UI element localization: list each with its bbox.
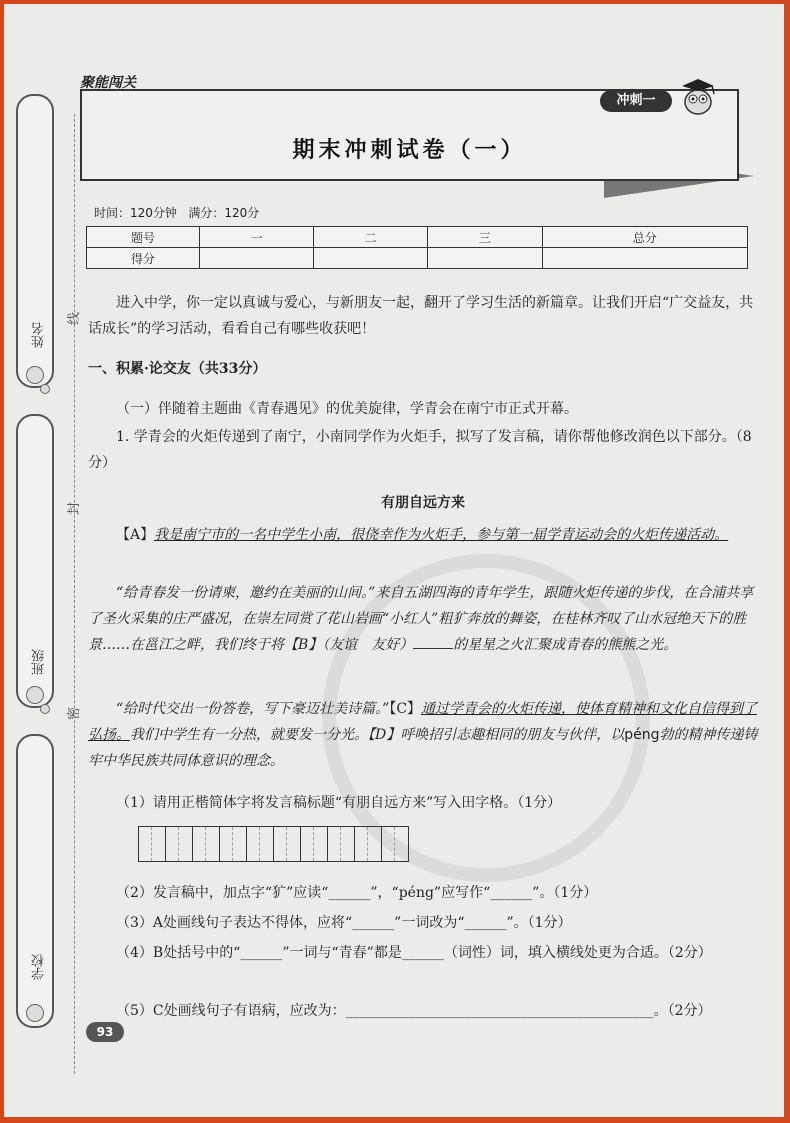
grid-cell[interactable] [138,826,166,862]
score-input-cell[interactable] [542,248,747,269]
binding-dot [40,704,50,714]
side-line-char: 线 [67,311,83,326]
side-box-school [16,734,54,1028]
sub-question-1: （1）请用正楷简体字将发言稿标题“有朋自远方来”写入田字格。（1分） [116,795,562,811]
exam-time: 时间：120分钟 [94,206,177,220]
side-secret-char: 密 [67,706,83,721]
marker-a: 【A】 [116,527,155,543]
table-row [87,248,748,269]
grid-cell[interactable] [300,826,328,862]
pinyin-peng: péng [624,727,660,743]
binding-dot [26,686,44,704]
score-input-cell[interactable] [428,248,542,269]
sub-question-3[interactable]: （3）A处画线句子表达不得体，应将“______”一词改为“______”。（1分） [116,915,572,931]
grid-cell[interactable] [381,826,409,862]
speech-paragraph-a [88,522,758,548]
intro-paragraph: 进入中学，你一定以真诚与爱心，与新朋友一起，翻开了学习生活的新篇章。让我们开启“广交益友，共话成长”的学习活动，看看自己有哪些收获吧！ [88,295,754,337]
blank-b[interactable] [413,648,453,649]
grid-cell[interactable] [192,826,220,862]
subsection-heading: （一）伴随着主题曲《青春遇见》的优美旋律，学青会在南宁市正式开幕。 [116,401,578,417]
speech-text: 勃的精神传递铸牢中华民族共同体意识的理念。 [88,727,758,769]
speech-paragraph-3 [88,696,758,774]
binding-line [74,114,75,1074]
table-cell: 得分 [87,248,200,269]
speech-text: 我们中学生有一分热，就要发一分光。【D】呼唤招引志趣相同的朋友与伙伴，以 [130,727,625,743]
exam-page [4,4,784,1117]
speech-text: 的星星之火汇聚成青春的熊熊之光。 [453,637,678,653]
sprint-tag: 冲刺一 [600,90,672,112]
score-table [86,226,748,269]
grid-cell[interactable] [354,826,382,862]
sub-question-5[interactable]: （5）C处画线句子有语病，应改为：____________________________________________。（2分） [116,1003,712,1019]
table-cell: 题号 [87,227,200,248]
page-number: 93 [86,1022,124,1042]
binding-dot [40,384,50,394]
score-input-cell[interactable] [200,248,314,269]
section-heading: 一、积累·论交友（共33分） [88,361,267,377]
speech-text: “给时代交出一份答卷，写下豪迈壮美诗篇。” [116,701,390,717]
exam-meta [94,204,259,221]
table-row [87,227,748,248]
table-cell: 一 [200,227,314,248]
grid-cell[interactable] [273,826,301,862]
side-school-label: 学校 [32,954,47,980]
side-name-label: 姓名 [32,322,47,348]
score-input-cell[interactable] [314,248,428,269]
exam-title: 期末冲刺试卷（一） [292,137,527,163]
binding-dot [26,366,44,384]
tianzige-grid[interactable] [138,826,408,862]
grid-cell[interactable] [327,826,355,862]
side-class-label: 班级 [32,649,47,675]
owl-mascot-icon [676,76,720,116]
binding-dot [26,1004,44,1022]
exam-full-score: 满分：120分 [188,206,260,220]
table-cell: 二 [314,227,428,248]
marker-c: 【C】 [389,701,422,717]
side-seal-char: 封 [67,501,83,516]
speech-title: 有朋自远方来 [381,495,465,511]
sub-question-2[interactable]: （2）发言稿中，加点字“犷”应读“______”，“péng”应写作“______”。（1分） [116,885,598,901]
table-cell: 总分 [542,227,747,248]
grid-cell[interactable] [219,826,247,862]
table-cell: 三 [428,227,542,248]
speech-text: “给青春发一份请柬，邀约在美丽的山间。”来自五湖四海的青年学生，跟随火炬传递的步伐，在合浦共享了圣火采集的庄严盛况，在崇左同赏了花山岩画“小红人”粗犷奔放的舞姿，在桂林齐叹了山水冠绝天下的胜景……在邕江之畔，我们终于将【B】（友谊 友好） [88,585,754,653]
speech-paragraph-2 [88,580,758,658]
sub-question-4[interactable]: （4）B处括号中的“______”一词与“青春”都是______（词性）词，填入横线处更为合适。（2分） [116,945,712,961]
grid-cell[interactable] [246,826,274,862]
underlined-sentence-a: 我是南宁市的一名中学生小南，很侥幸作为火炬手，参与第一届学青运动会的火炬传递活动。 [154,527,729,543]
grid-cell[interactable] [165,826,193,862]
underlined-sentence-c: 通过学青会的火炬传递，使体育精神和文化自信得到了弘扬。 [88,701,758,743]
series-logo: 聚能闯关 [80,75,136,91]
question-1: 1. 学青会的火炬传递到了南宁，小南同学作为火炬手，拟写了发言稿，请你帮他修改润色以下部分。（8分） [88,429,752,471]
